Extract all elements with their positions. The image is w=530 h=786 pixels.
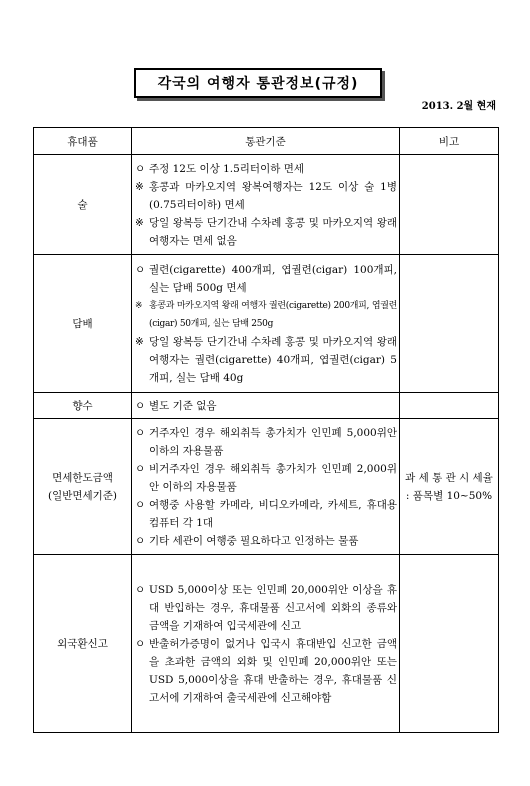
line-text: 주정 12도 이상 1.5리터이하 면세 [149, 162, 304, 175]
row-note: 과 세 통 관 시 세율 : 품목별 10~50% [400, 419, 499, 555]
line-text: 당일 왕복등 단기간내 수차례 홍콩 및 마카오지역 왕래여행자는 면세 없음 [149, 216, 397, 247]
bullet-mark: ㅇ [135, 399, 146, 412]
line-text: 궐련(cigarette) 400개피, 엽궐련(cigar) 100개피, 실는 담배 500g 면세 [149, 263, 397, 294]
row-note [400, 255, 499, 393]
list-item [135, 397, 397, 415]
bullet-mark: ㅇ [135, 263, 146, 276]
header-item: 휴대품 [34, 128, 132, 155]
list-item [135, 635, 397, 707]
row-note [400, 555, 499, 733]
list-item [135, 460, 397, 496]
list-item [135, 160, 397, 178]
row-category: 외국환신고 [34, 555, 132, 733]
line-text: 홍콩과 마카오지역 왕복여행자는 12도 이상 술 1병(0.75리터이하) 면세 [149, 180, 397, 211]
title-text: 각국의 여행자 통관정보(규정) [157, 76, 359, 92]
bullet-mark: ㅇ [135, 426, 146, 439]
list-item [135, 297, 397, 333]
table-row [34, 255, 499, 393]
line-text: 기타 세관이 여행중 필요하다고 인정하는 물품 [149, 534, 359, 547]
list-item [135, 261, 397, 297]
note-mark: ※ [135, 216, 144, 229]
list-item [135, 214, 397, 250]
table-row [34, 555, 499, 733]
document-title [134, 68, 382, 98]
list-item [135, 424, 397, 460]
list-item [135, 581, 397, 635]
line-text: 반출허가증명이 없거나 입국시 휴대반입 신고한 금액을 초과한 금액의 외화 및 인민폐 20,000위안 또는 USD 5,000이상을 휴대 반출하는 경우, 휴대물품 신고서에 기재하여 출국세관에 신고해야함 [149, 637, 397, 704]
line-text: USD 5,000이상 또는 인민폐 20,000위안 이상을 휴대 반입하는 경우, 휴대물품 신고서에 외화의 종류와 금액을 기재하여 입국세관에 신고 [149, 583, 397, 632]
line-text: 홍콩과 마카오지역 왕래 여행자 궐련(cigarette) 200개피, 엽궐련(cigar) 50개피, 실는 담배 250g [149, 300, 397, 329]
header-note: 비고 [400, 128, 499, 155]
note-mark: ※ [135, 335, 144, 348]
customs-table [33, 127, 499, 733]
row-note [400, 393, 499, 419]
line-text: 여행중 사용할 카메라, 비디오카메라, 카세트, 휴대용컴퓨터 각 1대 [149, 498, 397, 529]
row-category: 술 [34, 155, 132, 255]
row-criteria [132, 255, 400, 393]
bullet-mark: ㅇ [135, 637, 146, 650]
line-text: 비거주자인 경우 해외취득 총가치가 인민폐 2,000위안 이하의 자용물품 [149, 462, 397, 493]
table-header-row [34, 128, 499, 155]
bullet-mark: ㅇ [135, 162, 146, 175]
table-row [34, 419, 499, 555]
line-text: 별도 기준 없음 [149, 399, 217, 412]
row-category: 면세한도금액 (일반면세기준) [34, 419, 132, 555]
line-text: 거주자인 경우 해외취득 총가치가 인민폐 5,000위안 이하의 자용물품 [149, 426, 397, 457]
row-criteria [132, 419, 400, 555]
row-criteria [132, 393, 400, 419]
table-row [34, 155, 499, 255]
row-note [400, 155, 499, 255]
list-item [135, 496, 397, 532]
row-category: 담배 [34, 255, 132, 393]
bullet-mark: ㅇ [135, 583, 146, 596]
list-item [135, 532, 397, 550]
row-criteria [132, 555, 400, 733]
row-criteria [132, 155, 400, 255]
row-category: 향수 [34, 393, 132, 419]
note-mark: ※ [135, 300, 143, 311]
line-text: 당일 왕복등 단기간내 수차례 홍콩 및 마카오지역 왕래여행자는 궐련(cigarette) 40개피, 엽궐련(cigar) 5개피, 실는 담배 40g [149, 335, 397, 384]
list-item [135, 178, 397, 214]
bullet-mark: ㅇ [135, 462, 146, 475]
table-row [34, 393, 499, 419]
header-criteria: 통관기준 [132, 128, 400, 155]
bullet-mark: ㅇ [135, 534, 146, 547]
as-of-date: 2013. 2월 현재 [421, 101, 496, 112]
bullet-mark: ㅇ [135, 498, 146, 511]
list-item [135, 333, 397, 387]
note-mark: ※ [135, 180, 144, 193]
